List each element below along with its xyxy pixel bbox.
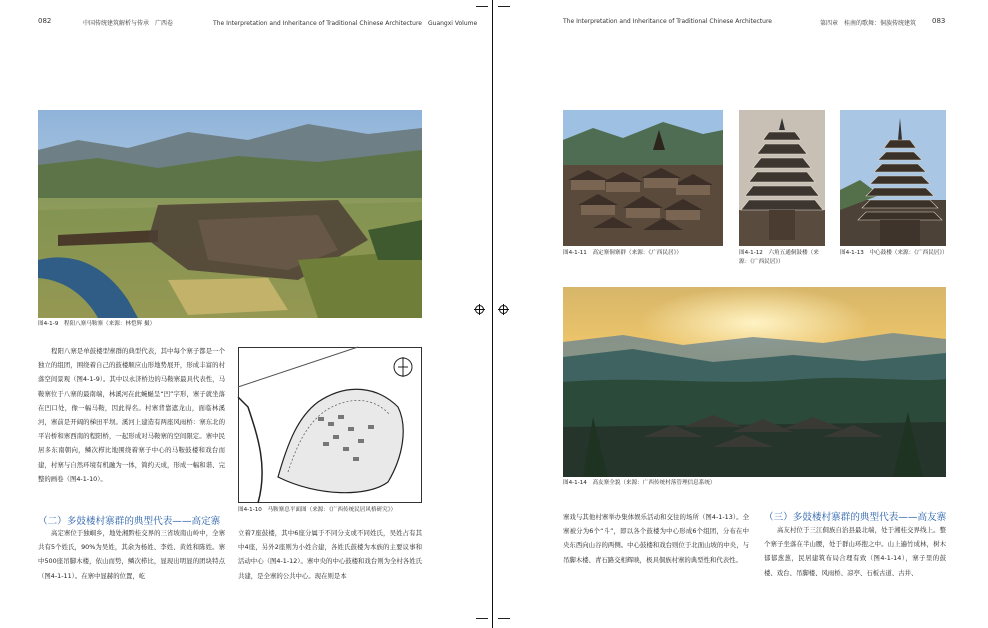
running-header-cn: 中国传统建筑解析与传承 广西卷 xyxy=(83,20,174,27)
section-heading: （三）多鼓楼村寨群的典型代表——高友寨 xyxy=(764,512,947,523)
running-header-cn: 第四章 桂南的歌舞：侗族传统建筑 xyxy=(820,20,917,27)
crop-mark xyxy=(476,6,488,7)
drum-tower-photo xyxy=(739,110,825,246)
body-paragraph: 立着7座鼓楼，其中6座分属于不同分支或不同姓氏，吴姓占有其中4座，另外2座则为小姓合建，各姓氏鼓楼为本族的主要议事和活动中心（图4-1-12）。寨中央的中心鼓楼和戏台则为全村各姓氏共建，是全寨的公共中心。现在则是本 xyxy=(238,529,422,580)
crop-mark xyxy=(498,618,510,619)
figure-caption: 图4-1-12 六角五通侗鼓楼（来源：《广西民居》） xyxy=(739,250,819,265)
running-header-en: The Interpretation and Inheritance of Traditional Chinese Architecture Guangxi Volume xyxy=(213,20,478,27)
page-number: 082 xyxy=(38,17,52,25)
body-paragraph: 程阳八寨是单鼓楼型寨群的典型代表，其中每个寨子都是一个独立的组团，围绕着自己的鼓楼顺应山形地势展开，形成丰富的村落空间景观（图4-1-9）。其中以永济桥边的马鞍寨最具代表性，马鞍寨位于八寨的最南端，林溪河在此蜿蜒呈“凹”字形，寨子就坐落在凹口处，像一幅马鞍，因此得名。村寨背靠遮龙山，面临林溪河，寨前是开阔的梯田平坝。溪河上建造有两座风雨桥：寨东北的平岩桥和寨西南的程阳桥，一起形成对马鞍寨的空间限定。寨中民居多东南朝向，鳞次栉比地围绕着寨子中心的马鞍鼓楼和戏台而建，村寨与自然环境有机融为一体，简约天成，形成一幅和谐、完整的画卷（图4-1-10）。 xyxy=(38,347,225,483)
body-paragraph: 高友村位于三江侗族自治县最北端，处于湘桂交界线上。整个寨子坐落在半山腰，处于群山环抱之中。山上遍竹成林，树木郁郁葱葱，民居建筑布局合理有致（图4-1-14），寨子里的鼓楼、戏台、吊脚楼、风雨桥、凉亭、石板古道、古井、 xyxy=(764,526,946,577)
crop-mark xyxy=(498,6,510,7)
site-plan-drawing xyxy=(238,347,422,503)
running-header-en: The Interpretation and Inheritance of Traditional Chinese Architecture xyxy=(563,18,772,25)
figure-caption: 图4-1-9 程阳八寨马鞍寨（来源：林恺辉 摄） xyxy=(38,321,156,327)
central-drum-tower-photo xyxy=(840,110,946,246)
figure-caption: 图4-1-10 马鞍寨总平面图（来源：《广西传统民居风格研究》） xyxy=(238,507,397,513)
figure-caption: 图4-1-14 高友寨全貌（来源：广西传统村落管理信息系统） xyxy=(563,480,716,486)
village-cluster-photo xyxy=(563,110,723,246)
section-heading: （二）多鼓楼村寨群的典型代表——高定寨 xyxy=(38,516,221,527)
registration-mark xyxy=(499,305,508,314)
page-number: 083 xyxy=(932,17,946,25)
village-panorama-photo xyxy=(563,287,946,477)
registration-mark xyxy=(475,305,484,314)
village-aerial-photo xyxy=(38,110,422,318)
body-paragraph: 寨戏与其他村寨举办集体娱乐活动和交往的场所（图4-1-13）。全寨被分为6个“斗”，即以各个鼓楼为中心形成6个组团，分布在中央东西向山谷的两侧。中心鼓楼和戏台则位于北面山坡的中央，与吊脚木楼、青石路交相辉映，极具侗族村寨的典型性和代表性。 xyxy=(563,513,749,564)
figure-caption: 图4-1-13 中心鼓楼（来源：《广西民居》） xyxy=(840,250,948,256)
figure-caption: 图4-1-11 高定寨侗寨群（来源：《广西民居》） xyxy=(563,250,682,256)
crop-mark xyxy=(476,618,488,619)
body-paragraph: 高定寨位于独峒乡，地处湘黔桂交界的三省坡南山岭中，全寨共有5个姓氏，90%为吴姓，其余为杨姓、李姓、黄姓和陈姓。寨中500座吊脚木楼，依山而势，鳞次栉比，显现出明显的团块特点（图4-1-11）。在寨中显赫的位置，屹 xyxy=(38,529,225,580)
page-gutter xyxy=(492,0,493,628)
